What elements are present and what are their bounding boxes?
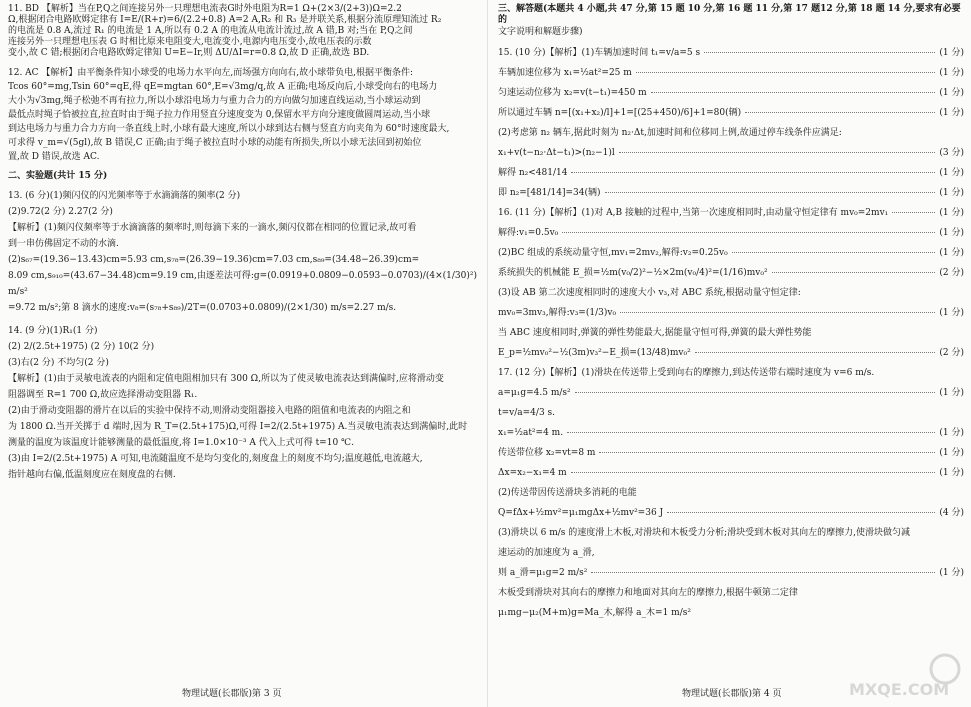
score-label: (4 分) — [939, 508, 964, 518]
score-label: (1 分) — [939, 468, 964, 478]
solution-step-row — [498, 328, 964, 339]
dot-leader — [732, 252, 936, 253]
solution-step-text: (3)设 AB 第二次速度相同时的速度大小 v₃,对 ABC 系统,根据动量守恒定律: — [498, 288, 801, 298]
solution-step-text: 16. (11 分)【解析】(1)对 A,B 接触的过程中,当第一次速度相同时,由动量守恒定律有 mv₀=2mv₁ — [498, 208, 889, 218]
score-label: (1 分) — [939, 168, 964, 178]
q11-line: 连接另外一只理想电压表 G 时相比原来电阻变大,电流变小,电源内电压变小,故电压表的示数 — [8, 37, 372, 47]
solution-step-text: 15. (10 分)【解析】(1)车辆加速时间 t₁=v/a=5 s — [498, 48, 701, 58]
solution-step-text: Q=fΔx+½mv²=μ₁mgΔx+½mv²=36 J — [498, 508, 664, 518]
q11-block — [8, 4, 478, 59]
right-page-footer: 物理试题(长郡版)第 4 页 — [682, 689, 782, 699]
solution-step-text: 木板受到滑块对其向右的摩擦力和地面对其向左的摩擦力,根据牛顿第二定律 — [498, 588, 798, 598]
dot-leader — [704, 52, 935, 53]
watermark-text: MXQE.COM — [849, 680, 950, 699]
score-label: (1 分) — [939, 428, 964, 438]
score-label: (1 分) — [939, 308, 964, 318]
solution-step-row — [498, 468, 964, 479]
q14-block — [8, 323, 478, 483]
q11-line: Ω,根据闭合电路欧姆定律有 I=E/(R+r)=6/(2.2+0.8) A=2 A,R₂ 和 R₃ 是并联关系,根据分流原理知流过 R₂ — [8, 15, 442, 25]
dot-leader — [605, 192, 936, 193]
solution-step-text: 系统损失的机械能 E_损=½m(v₀/2)²−½×2m(v₀/4)²=(1/16)mv₀² — [498, 268, 768, 278]
solution-step-row — [498, 228, 964, 239]
q12-block — [8, 66, 478, 164]
solution-step-row — [498, 68, 964, 79]
q13-line: (2)9.72(2 分) 2.27(2 分) — [8, 207, 113, 217]
q13-block — [8, 188, 478, 316]
solution-step-text: (2)传送带因传送滑块多消耗的电能 — [498, 488, 637, 498]
dot-leader — [620, 312, 935, 313]
solution-step-row — [498, 48, 964, 59]
q11-line: 的电流是 0.8 A,流过 R₁ 的电流是 1 A,所以有 0.2 A 的电流从电流计流过,故 A 错,B 对;当在 P,Q之间 — [8, 26, 413, 36]
solution-step-row — [498, 368, 964, 379]
solution-step-text: 传送带位移 x₂=vt=8 m — [498, 448, 596, 458]
dot-leader — [571, 172, 935, 173]
q12-line: 大小为√3mg,绳子松弛不再有拉力,所以小球沿电场力与重力合力的方向做匀加速直线运动,当小球运动到 — [8, 96, 421, 106]
left-page — [8, 4, 478, 707]
q12-line: 置,故 D 错误,故选 AC. — [8, 152, 100, 162]
solution-step-row — [498, 548, 964, 559]
section-title-solutions: 三、解答题(本题共 4 小题,共 47 分,第 15 题 10 分,第 16 题 11 分,第 17 题12 分,第 18 题 14 分,要求有必要的 — [498, 4, 961, 25]
q13-line: 到一串仿佛固定不动的水滴. — [8, 239, 119, 249]
q14-line: 为 1800 Ω.当开关掷于 d 端时,因为 R_T=(2.5t+175)Ω,可得 I=2/(2.5t+1975) A.当灵敏电流表达到满偏时,此时 — [8, 422, 468, 432]
q12-line: 可求得 v_m=√(5gl),故 B 错误,C 正确;由于绳子被拉直时小球的动能有所损失,所以小球无法回到初始位 — [8, 138, 422, 148]
solution-step-text: 匀速运动位移为 x₂=v(t−t₁)=450 m — [498, 88, 647, 98]
solution-step-text: 解得:v₁=0.5v₀ — [498, 228, 559, 238]
solution-step-text: μ₁mg−μ₂(M+m)g=Ma_木,解得 a_木=1 m/s² — [498, 608, 691, 618]
q13-line: =9.72 m/s²;第 8 滴水的速度:v₈=(s₇₈+s₈₉)/2T=(0.0703+0.0809)/(2×1/30) m/s=2.27 m/s. — [8, 303, 397, 313]
solution-step-text: 则 a_滑=μ₁g=2 m/s² — [498, 568, 588, 578]
score-label: (1 分) — [939, 568, 964, 578]
solution-step-text: 速运动的加速度为 a_滑, — [498, 548, 595, 558]
solution-step-text: 车辆加速位移为 x₁=½at²=25 m — [498, 68, 632, 78]
q12-line: 到达电场力与重力合力方向一条直线上时,小球有最大速度,所以小球到达右侧与竖直方向夹角为 60°时速度最大, — [8, 124, 450, 134]
page-divider — [487, 0, 488, 707]
solution-step-row — [498, 88, 964, 99]
q16-block — [498, 208, 964, 359]
dot-leader — [651, 92, 936, 93]
dot-leader — [636, 72, 936, 73]
dot-leader — [567, 432, 935, 433]
solution-step-text: mv₀=3mv₃,解得:v₃=(1/3)v₀ — [498, 308, 617, 318]
q12-line: 最低点时绳子恰被拉直,拉直时由于绳子拉力作用竖直分速度变为 0,保留水平方向分速度做圆周运动,当小球 — [8, 110, 431, 120]
solution-step-row — [498, 308, 964, 319]
q13-line: (2)s₆₇=(19.36−13.43)cm=5.93 cm,s₇₈=(26.39−19.36)cm=7.03 cm,s₈₉=(34.48−26.39)cm= — [8, 255, 420, 265]
score-label: (1 分) — [939, 88, 964, 98]
solution-step-text: (3)滑块以 6 m/s 的速度滑上木板,对滑块和木板受力分析;滑块受到木板对其向左的摩擦力,使滑块做匀减 — [498, 528, 910, 538]
score-label: (1 分) — [939, 188, 964, 198]
q11-line: 11. BD 【解析】当在P,Q之间连接另外一只理想电流表G时外电阻为R=1 Ω+(2×3/(2+3))Ω=2.2 — [8, 4, 402, 14]
solution-step-row — [498, 108, 964, 119]
score-label: (1 分) — [939, 108, 964, 118]
section-title-solutions-cont: 文字说明和解题步骤) — [498, 27, 583, 37]
dot-leader — [562, 232, 935, 233]
solution-step-row — [498, 348, 964, 359]
right-page — [498, 4, 964, 707]
q12-line: 12. AC 【解析】由平衡条件知小球受的电场力水平向左,而场强方向向右,故小球带负电,根据平衡条件: — [8, 68, 414, 78]
q12-line: Tcos 60°=mg,Tsin 60°=qE,得 qE=mgtan 60°,E=√3mg/q,故 A 正确;电场反向后,小球受向右的电场力 — [8, 82, 438, 92]
q13-line: 13. (6 分)(1)频闪仪的闪光频率等于水滴滴落的频率(2 分) — [8, 191, 241, 201]
q13-line: 【解析】(1)频闪仪频率等于水滴滴落的频率时,则每滴下来的一滴水,频闪仪都在相同的位置记录,故可看 — [8, 223, 417, 233]
score-label: (1 分) — [939, 68, 964, 78]
dot-leader — [772, 272, 936, 273]
solution-step-text: 当 ABC 速度相同时,弹簧的弹性势能最大,据能量守恒可得,弹簧的最大弹性势能 — [498, 328, 812, 338]
q14-line: 指针越向右偏,低温刻度应在刻度盘的右侧. — [8, 470, 176, 480]
solution-step-row — [498, 488, 964, 499]
solution-step-row — [498, 128, 964, 139]
q14-line: (2)由于滑动变阻器的滑片在以后的实验中保持不动,则滑动变阻器接入电路的阻值和电流表的内阻之和 — [8, 406, 411, 416]
dot-leader — [575, 392, 936, 393]
solution-step-row — [498, 568, 964, 579]
q14-line: 测量的温度为该温度计能够测量的最低温度,将 I=1.0×10⁻³ A 代入上式可得 t=10 ℃. — [8, 438, 354, 448]
section-title-experiments: 二、实验题(共计 15 分) — [8, 171, 108, 181]
solution-step-row — [498, 388, 964, 399]
dot-leader — [745, 112, 935, 113]
score-label: (1 分) — [939, 228, 964, 238]
solution-step-text: (2)BC 组成的系统动量守恒,mv₁=2mv₂,解得:v₂=0.25v₀ — [498, 248, 728, 258]
solution-step-text: E_p=½mv₀²−½(3m)v₃²−E_损=(13/48)mv₀² — [498, 348, 691, 358]
q14-line: 14. (9 分)(1)R₁(1 分) — [8, 326, 98, 336]
solution-step-row — [498, 248, 964, 259]
solution-step-text: x₁=½at²=4 m. — [498, 428, 564, 438]
watermark-logo — [845, 649, 965, 701]
solution-step-row — [498, 288, 964, 299]
q13-line: 8.09 cm,s₉₁₀=(43.67−34.48)cm=9.19 cm,由逐差法可得:g=(0.0919+0.0809−0.0593−0.0703)/(4×(1/30)²) m/s² — [8, 271, 477, 297]
score-label: (1 分) — [939, 448, 964, 458]
solution-step-row — [498, 448, 964, 459]
solution-step-row — [498, 188, 964, 199]
solution-step-text: (2)考虑第 n₂ 辆车,据此时刻为 n₂·Δt,加速时间和位移同上例,故通过停车线条件应满足: — [498, 128, 842, 138]
score-label: (1 分) — [939, 208, 964, 218]
solution-step-text: x₁+v(t−n₂·Δt−t₁)>(n₂−1)l — [498, 148, 615, 158]
left-page-footer: 物理试题(长郡版)第 3 页 — [182, 689, 282, 699]
solution-step-text: 即 n₂=[481/14]=34(辆) — [498, 188, 601, 198]
score-label: (2 分) — [939, 348, 964, 358]
q14-line: (3)由 I=2/(2.5t+1975) A 可知,电流随温度不是均匀变化的,刻度盘上的刻度不均匀;温度越低,电流越大, — [8, 454, 423, 464]
solution-step-row — [498, 608, 964, 619]
solution-step-row — [498, 168, 964, 179]
dot-leader — [695, 352, 936, 353]
score-label: (1 分) — [939, 388, 964, 398]
q14-line: (2) 2/(2.5t+1975) (2 分) 10(2 分) — [8, 342, 155, 352]
q17-block — [498, 368, 964, 619]
dot-leader — [667, 512, 935, 513]
solution-step-row — [498, 428, 964, 439]
solution-step-row — [498, 148, 964, 159]
solution-step-text: a=μ₁g=4.5 m/s² — [498, 388, 571, 398]
q14-line: 【解析】(1)由于灵敏电流表的内阻和定值电阻相加只有 300 Ω,所以为了使灵敏电流表达到满偏时,应将滑动变 — [8, 374, 444, 384]
q14-line: 阻器调至 R=1 700 Ω,故应选择滑动变阻器 R₁. — [8, 390, 198, 400]
solution-step-row — [498, 268, 964, 279]
q15-block — [498, 48, 964, 199]
score-label: (2 分) — [939, 268, 964, 278]
solution-step-row — [498, 508, 964, 519]
dot-leader — [619, 152, 936, 153]
dot-leader — [571, 472, 936, 473]
score-label: (1 分) — [939, 248, 964, 258]
q11-line: 变小,故 C 错;根据闭合电路欧姆定律知 U=E−Ir,则 ΔU/ΔI=r=0.8 Ω,故 D 正确,故选 BD. — [8, 48, 370, 58]
solution-step-text: Δx=x₂−x₁=4 m — [498, 468, 567, 478]
score-label: (1 分) — [939, 48, 964, 58]
dot-leader — [591, 572, 935, 573]
q14-line: (3)右(2 分) 不均匀(2 分) — [8, 358, 109, 368]
solution-step-text: 17. (12 分)【解析】(1)滑块在传送带上受到向右的摩擦力,到达传送带右端时速度为 v=6 m/s. — [498, 368, 875, 378]
solution-step-row — [498, 408, 964, 419]
solution-step-text: t=v/a=4/3 s. — [498, 408, 556, 418]
score-label: (3 分) — [939, 148, 964, 158]
dot-leader — [599, 452, 935, 453]
dot-leader — [892, 212, 935, 213]
solution-step-row — [498, 528, 964, 539]
solution-step-row — [498, 208, 964, 219]
solution-step-row — [498, 588, 964, 599]
solution-step-text: 所以通过车辆 n=[(x₁+x₂)/l]+1=[(25+450)/6]+1=80(辆) — [498, 108, 742, 118]
solution-step-text: 解得 n₂<481/14 — [498, 168, 568, 178]
